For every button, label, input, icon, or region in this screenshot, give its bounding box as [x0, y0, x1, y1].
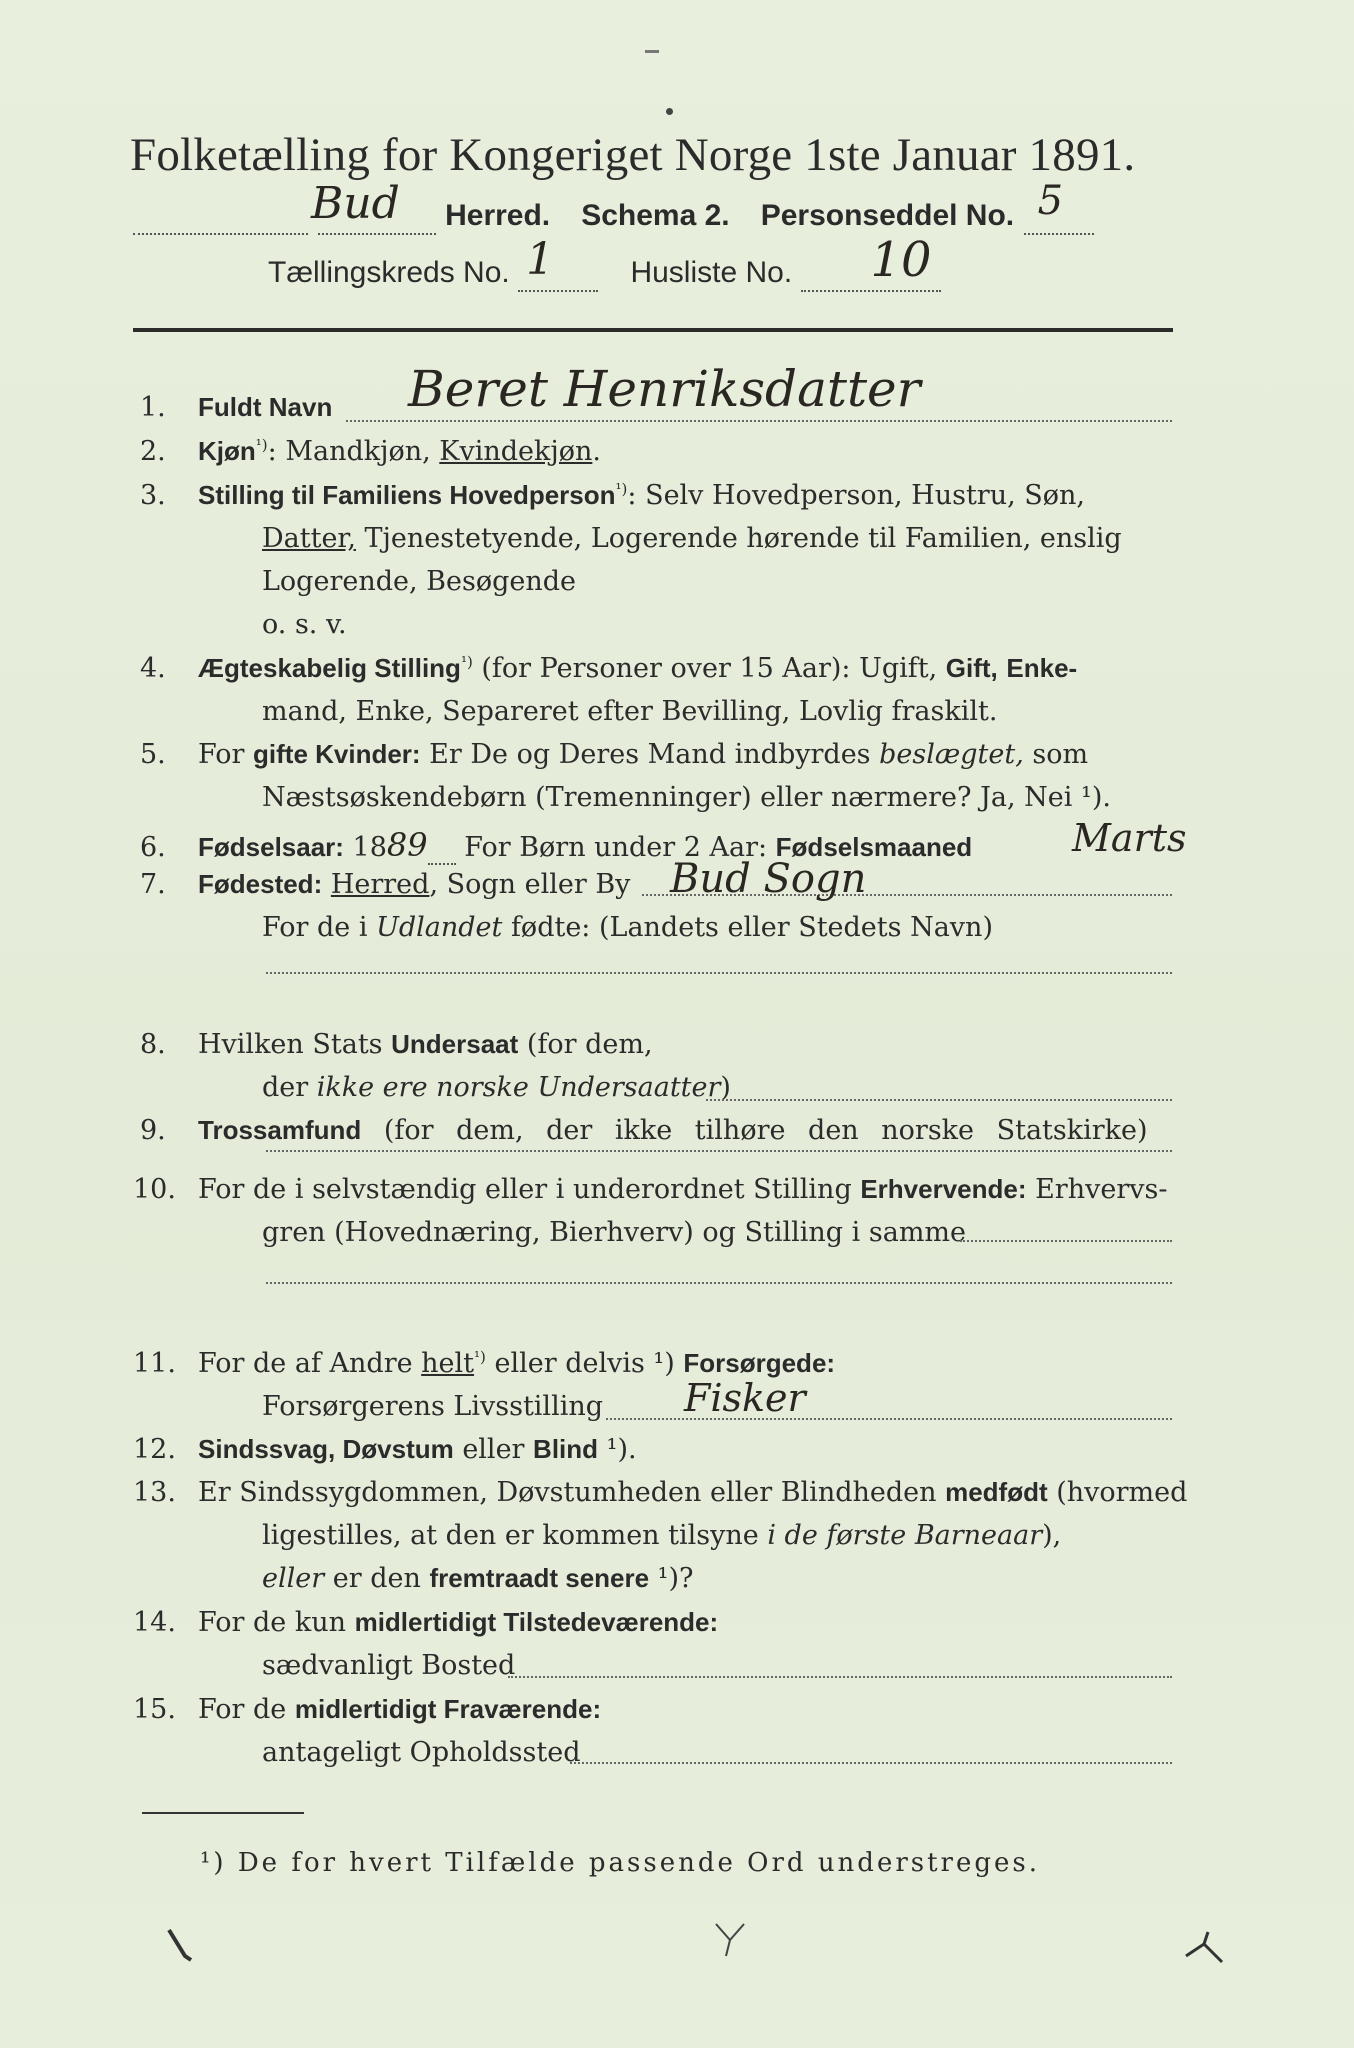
q13-line2b: ),: [1042, 1520, 1062, 1551]
footnote-rule: [142, 1812, 304, 1814]
q8-line1b: (for dem,: [518, 1029, 653, 1060]
taellingskreds-value: 1: [526, 234, 555, 285]
q14-pre: For de kun: [198, 1607, 355, 1638]
personseddel-value: 5: [1037, 178, 1064, 224]
q14-label: midlertidigt Tilstedeværende:: [354, 1607, 719, 1637]
q12-num: 12.: [133, 1434, 176, 1465]
q11-value: Fisker: [684, 1376, 806, 1420]
q6-year-value: 89: [386, 826, 428, 864]
q9-label: Trossamfund: [198, 1115, 362, 1145]
q12-end: ¹).: [598, 1434, 637, 1465]
q2-row: [140, 436, 601, 467]
q3-label: Stilling til Familiens Hovedperson: [198, 480, 616, 510]
q2-sup: ¹): [255, 436, 268, 454]
q10-line: [960, 1240, 1172, 1242]
husliste-label: Husliste No.: [630, 256, 793, 289]
header-rule: [133, 328, 1173, 332]
corner-mark: [645, 50, 659, 53]
q2-underlined: Kvindekjøn: [439, 436, 593, 467]
q10-row: [133, 1174, 1167, 1205]
q5-pre: For: [198, 739, 254, 770]
q9-line: [266, 1150, 1172, 1152]
q3-row2: [262, 523, 1122, 554]
q3-sup: ¹): [615, 480, 628, 498]
q15-line: [570, 1762, 1172, 1764]
q4-label: Ægteskabelig Stilling: [198, 653, 461, 683]
q2-num: 2.: [140, 436, 166, 467]
q9-num: 9.: [140, 1115, 166, 1146]
q5-line2: Næstsøskendebørn (Tremenninger) eller nærmere? Ja, Nei ¹).: [262, 782, 1111, 813]
q3-line2: Tjenestetyende, Logerende hørende til Familien, enslig: [355, 523, 1122, 554]
q11-label: Forsørgede:: [683, 1348, 836, 1378]
q5-label: gifte Kvinder:: [253, 739, 421, 769]
q13-line2a: ligestilles, at den er kommen tilsyne: [262, 1520, 768, 1551]
q14-line2: sædvanligt Bosted: [262, 1650, 516, 1681]
dot-mark: [666, 108, 673, 115]
q10-line1b: Erhvervs-: [1026, 1174, 1168, 1205]
husliste-value: 10: [870, 232, 932, 288]
q7-row2: [262, 912, 993, 943]
q1-row: [140, 392, 332, 423]
q8-line2it: ikke ere norske Undersaatter: [316, 1072, 721, 1103]
q9-text: (for dem, der ikke tilhøre den norske Statskirke): [361, 1115, 1148, 1146]
q3-line4: o. s. v.: [262, 609, 347, 640]
q7-num: 7.: [140, 869, 166, 900]
q10-blank-line: [266, 1282, 1172, 1284]
q13-line3a: er den: [324, 1563, 430, 1594]
q9-row: [140, 1115, 1148, 1146]
q5-beslaegtet: beslægtet,: [879, 739, 1024, 770]
q11-line1b: eller delvis ¹): [485, 1348, 684, 1379]
q2-end: .: [592, 436, 601, 467]
q7-value: Bud Sogn: [670, 856, 867, 902]
q4-enke: Enke-: [1006, 653, 1078, 683]
form-title: Folketælling for Kongeriget Norge 1ste Januar 1891.: [130, 129, 1136, 181]
herred-value: Bud: [311, 178, 400, 229]
q11-helt: helt: [421, 1348, 475, 1379]
q4-row: [140, 653, 1077, 684]
q13-line3it: eller: [262, 1563, 325, 1594]
q8-line: [706, 1099, 1172, 1101]
q13-row: [133, 1477, 1187, 1508]
center-mark: [712, 1920, 752, 1960]
q7-blank-line: [266, 972, 1172, 974]
q1-value: Beret Henriksdatter: [408, 360, 921, 418]
q10-label: Erhvervende:: [860, 1174, 1027, 1204]
q5-line1: Er De og Deres Mand indbyrdes: [420, 739, 880, 770]
q6-label2: Fødselsmaaned: [775, 832, 973, 862]
q7-text: , Sogn eller By: [429, 869, 631, 900]
q11-sup: ¹): [474, 1348, 486, 1366]
q13-line1b: (hvormed: [1047, 1477, 1188, 1508]
q10-line2: gren (Hovednæring, Bierhverv) og Stilling i samme: [262, 1217, 967, 1248]
q10-num: 10.: [133, 1174, 176, 1205]
q6-month-value: Marts: [1072, 816, 1187, 860]
q6-num: 6.: [140, 832, 166, 863]
schema-label: Schema 2.: [581, 199, 730, 232]
q15-label: midlertidigt Fraværende:: [294, 1694, 602, 1724]
corner-mark-right: [1182, 1926, 1232, 1966]
q15-row: [133, 1694, 601, 1725]
q12-row: [133, 1434, 637, 1465]
header-line-2: [268, 232, 941, 292]
q4-gift: Gift,: [945, 653, 998, 683]
q4-line1: (for Personer over 15 Aar): Ugift,: [472, 653, 946, 684]
q15-pre: For de: [198, 1694, 295, 1725]
header-line-1: [133, 178, 1094, 235]
q7-label: Fødested:: [198, 869, 323, 899]
q1-line: [346, 420, 1172, 422]
q14-line: [508, 1676, 1172, 1678]
footnote: ¹) De for hvert Tilfælde passende Ord understreges.: [200, 1848, 1041, 1878]
q1-num: 1.: [140, 392, 166, 423]
q3-num: 3.: [140, 480, 166, 511]
q3-underlined: Datter,: [262, 523, 356, 554]
q11-num: 11.: [133, 1348, 176, 1379]
q5-row: [140, 739, 1088, 770]
q13-line1a: Er Sindssygdommen, Døvstumheden eller Blindheden: [198, 1477, 946, 1508]
q2-label: Kjøn: [198, 436, 256, 466]
q7-udlandet: Udlandet: [376, 912, 503, 943]
q13-label: medfødt: [945, 1477, 1048, 1507]
q7-row: [140, 869, 630, 900]
q4-num: 4.: [140, 653, 166, 684]
herred-label: Herred.: [445, 199, 551, 232]
q7-line2b: fødte: (Landets eller Stedets Navn): [502, 912, 993, 943]
q2-text: : Mandkjøn,: [267, 436, 440, 467]
q14-num: 14.: [133, 1607, 176, 1638]
q6-mid: For Børn under 2 Aar:: [455, 832, 776, 863]
q13-row3: [262, 1563, 694, 1594]
q10-line1a: For de i selvstændig eller i underordnet Stilling: [198, 1174, 861, 1205]
q8-row: [140, 1029, 653, 1060]
corner-mark-left: [165, 1926, 205, 1966]
q7-line2a: For de i: [262, 912, 377, 943]
q13-line2it: i de første Barneaar: [767, 1520, 1043, 1551]
q5-som: som: [1023, 739, 1089, 770]
q11-row: [133, 1348, 835, 1379]
q6-year-prefix: 18: [343, 832, 387, 863]
q15-line2: antageligt Opholdssted: [262, 1737, 581, 1768]
q8-num: 8.: [140, 1029, 166, 1060]
q7-underlined: Herred: [330, 869, 430, 900]
q3-row: [140, 480, 1085, 511]
q3-line1: : Selv Hovedperson, Hustru, Søn,: [627, 480, 1085, 511]
q13-label2: fremtraadt senere: [429, 1563, 650, 1593]
q8-line1a: Hvilken Stats: [198, 1029, 392, 1060]
q8-line2a: der: [262, 1072, 317, 1103]
q8-row2-text: [262, 1072, 731, 1103]
q12-text: eller: [453, 1434, 534, 1465]
q6-label: Fødselsaar:: [198, 832, 344, 862]
q14-row: [133, 1607, 718, 1638]
personseddel-label: Personseddel No.: [760, 199, 1015, 232]
q12-label: Sindssvag, Døvstum: [198, 1434, 454, 1464]
q13-num: 13.: [133, 1477, 176, 1508]
taellingskreds-label: Tællingskreds No.: [268, 256, 510, 289]
q4-line2: mand, Enke, Separeret efter Bevilling, Lovlig fraskilt.: [262, 696, 998, 727]
q11-line1a: For de af Andre: [198, 1348, 422, 1379]
q1-label: Fuldt Navn: [198, 392, 333, 422]
q8-label: Undersaat: [391, 1029, 519, 1059]
q12-label2: Blind: [533, 1434, 599, 1464]
q5-num: 5.: [140, 739, 166, 770]
q13-line3b: ¹)?: [649, 1563, 694, 1594]
q15-num: 15.: [133, 1694, 176, 1725]
q11-line2: Forsørgerens Livsstilling: [262, 1391, 604, 1422]
q8-line2b: ): [720, 1072, 731, 1103]
q13-row2: [262, 1520, 1061, 1551]
q4-sup: ¹): [460, 653, 473, 671]
q3-line3: Logerende, Besøgende: [262, 566, 576, 597]
